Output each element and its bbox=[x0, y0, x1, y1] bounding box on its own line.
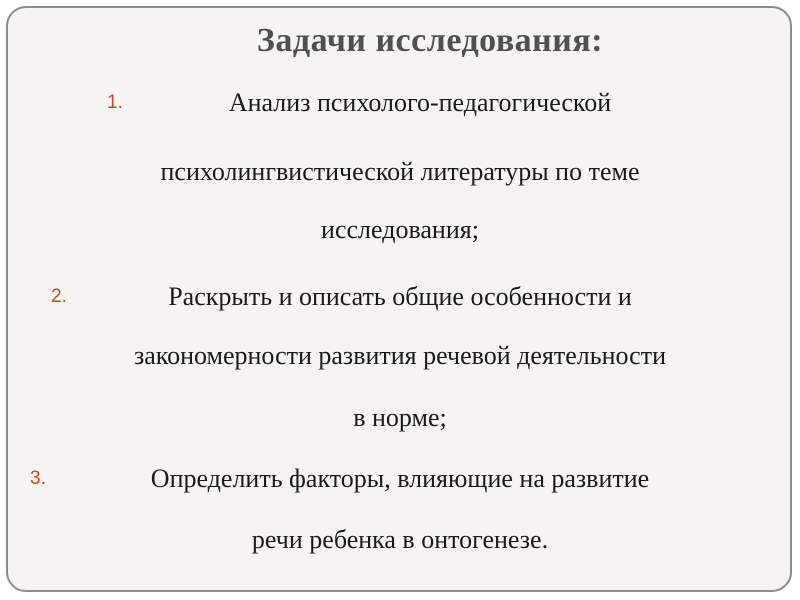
item-line: Анализ психолого-педагогической bbox=[228, 88, 612, 117]
item-line: Раскрыть и описать общие особенности и bbox=[168, 282, 632, 311]
item-number: 2. bbox=[51, 286, 67, 307]
item-number: 3. bbox=[30, 468, 46, 489]
item-number: 1. bbox=[107, 92, 123, 113]
item-line: речи ребенка в онтогенезе. bbox=[251, 525, 549, 554]
item-line: в норме; bbox=[353, 403, 447, 432]
item-line: Определить факторы, влияющие на развитие bbox=[150, 464, 650, 493]
item-line: исследования; bbox=[321, 215, 479, 244]
item-line: психолингвистической литературы по теме bbox=[160, 157, 640, 186]
slide-title: Задачи исследования: bbox=[256, 22, 604, 59]
item-line: закономерности развития речевой деятельности bbox=[133, 341, 666, 370]
